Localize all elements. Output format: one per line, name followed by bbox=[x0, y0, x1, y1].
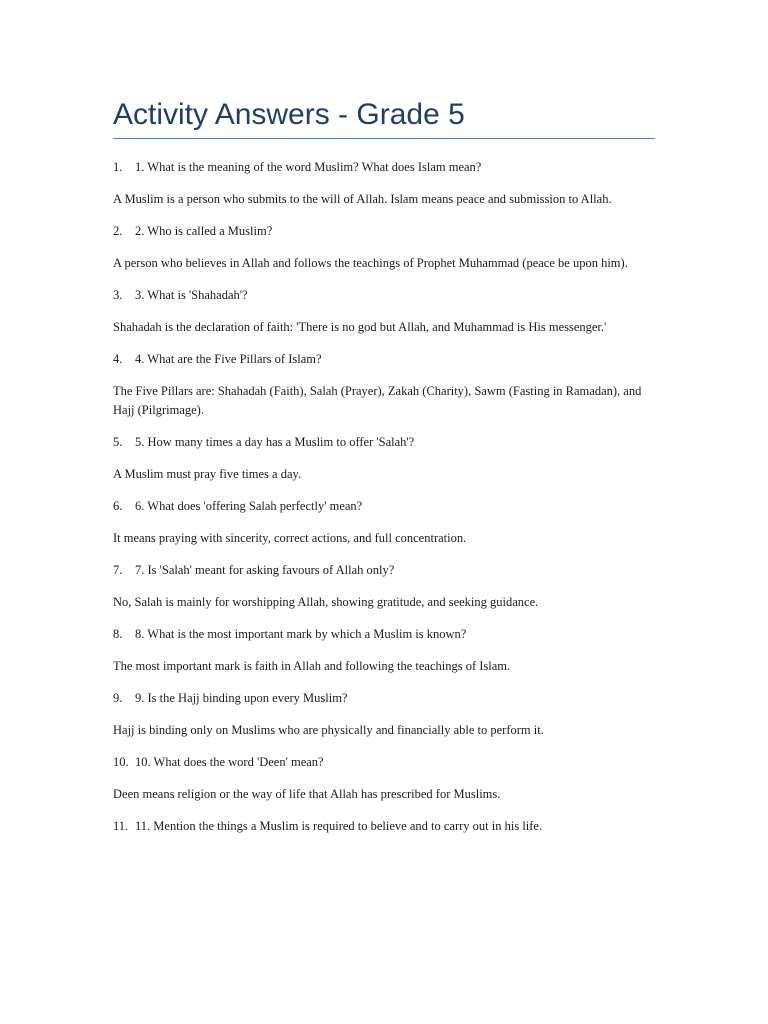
answer-text: A Muslim must pray five times a day. bbox=[113, 467, 302, 481]
question-text: 2. Who is called a Muslim? bbox=[135, 224, 273, 238]
answer-text: Shahadah is the declaration of faith: 'There is no god but Allah, and Muhammad is His messenger.' bbox=[113, 320, 607, 334]
answer-text: A Muslim is a person who submits to the will of Allah. Islam means peace and submission to Allah. bbox=[113, 192, 612, 206]
question-number: 2. bbox=[113, 224, 123, 238]
question-text: 3. What is 'Shahadah'? bbox=[135, 288, 248, 302]
question-text: 5. How many times a day has a Muslim to offer 'Salah'? bbox=[135, 435, 415, 449]
question-number: 6. bbox=[113, 499, 123, 513]
question-item bbox=[113, 817, 655, 836]
question-text: 10. What does the word 'Deen' mean? bbox=[135, 755, 324, 769]
answer-text: The Five Pillars are: Shahadah (Faith), Salah (Prayer), Zakah (Charity), Sawm (Fasting in Ramadan), and Hajj (Pilgrimage). bbox=[113, 384, 642, 417]
question-item bbox=[113, 350, 655, 369]
question-item bbox=[113, 222, 655, 241]
answer-text: No, Salah is mainly for worshipping Allah, showing gratitude, and seeking guidance. bbox=[113, 595, 539, 609]
question-text: 6. What does 'offering Salah perfectly' mean? bbox=[135, 499, 363, 513]
question-text: 9. Is the Hajj binding upon every Muslim? bbox=[135, 691, 348, 705]
question-item bbox=[113, 753, 655, 772]
question-number: 1. bbox=[113, 160, 123, 174]
answer-text: Deen means religion or the way of life that Allah has prescribed for Muslims. bbox=[113, 787, 501, 801]
question-number: 4. bbox=[113, 352, 123, 366]
answer-text: The most important mark is faith in Allah and following the teachings of Islam. bbox=[113, 659, 511, 673]
question-number: 3. bbox=[113, 288, 123, 302]
question-text: 1. What is the meaning of the word Muslim? What does Islam mean? bbox=[135, 160, 482, 174]
question-text: 11. Mention the things a Muslim is required to believe and to carry out in his life. bbox=[135, 819, 543, 833]
question-item bbox=[113, 689, 655, 708]
answer-text: Hajj is binding only on Muslims who are physically and financially able to perform it. bbox=[113, 723, 544, 737]
question-number: 5. bbox=[113, 435, 123, 449]
question-number: 9. bbox=[113, 691, 123, 705]
question-item bbox=[113, 433, 655, 452]
question-item bbox=[113, 625, 655, 644]
qa-list bbox=[113, 158, 655, 836]
document-page bbox=[113, 96, 655, 849]
question-item bbox=[113, 286, 655, 305]
question-text: 8. What is the most important mark by which a Muslim is known? bbox=[135, 627, 467, 641]
question-item bbox=[113, 561, 655, 580]
answer-text: A person who believes in Allah and follows the teachings of Prophet Muhammad (peace be upon him). bbox=[113, 256, 628, 270]
question-number: 11. bbox=[113, 819, 129, 833]
answer-text: It means praying with sincerity, correct actions, and full concentration. bbox=[113, 531, 467, 545]
question-text: 4. What are the Five Pillars of Islam? bbox=[135, 352, 322, 366]
question-item bbox=[113, 158, 655, 177]
document-title: Activity Answers - Grade 5 bbox=[113, 96, 655, 139]
question-text: 7. Is 'Salah' meant for asking favours of Allah only? bbox=[135, 563, 395, 577]
question-number: 7. bbox=[113, 563, 123, 577]
question-item bbox=[113, 497, 655, 516]
question-number: 10. bbox=[113, 755, 129, 769]
question-number: 8. bbox=[113, 627, 123, 641]
